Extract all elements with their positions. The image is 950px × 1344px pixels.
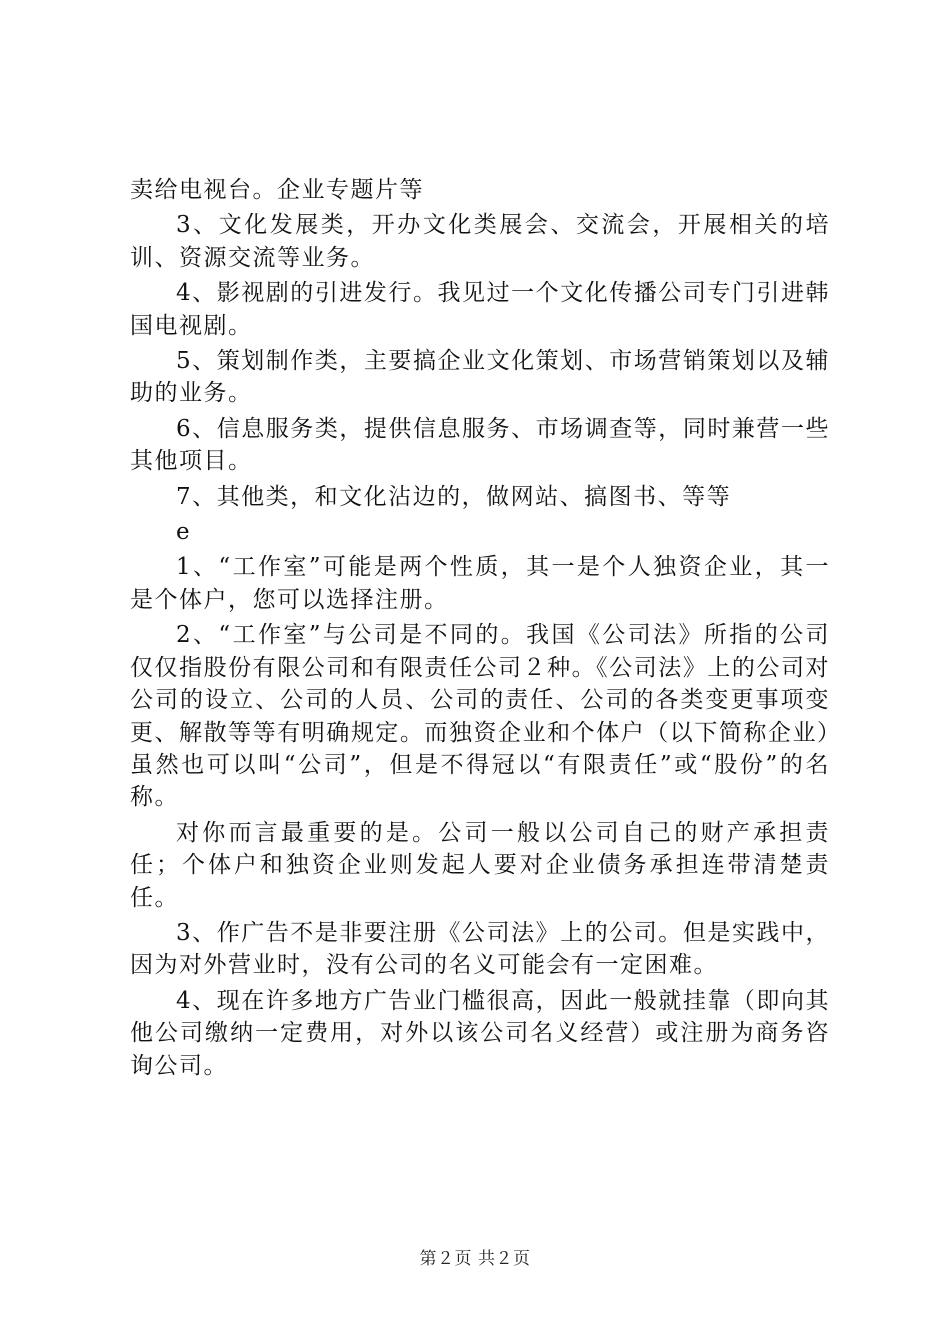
paragraph-item-7: 7、其他类，和文化沾边的，做网站、搞图书、等等 (176, 483, 732, 510)
paragraph-point-2: 2、“工作室”与公司是不同的。我国《公司法》所指的公司仅仅指股份有限公司和有限责任公司２种。《公司法》上的公司对公司的设立、公司的人员、公司的责任、公司的各类变更事项变更、解散等等有明确规定。而独资企业和个体户（以下简称企业）虽然也可以叫“公司”，但是不得冠以“有限责任”或“股份”的名称。 (130, 622, 830, 811)
paragraph-item-6: 6、信息服务类，提供信息服务、市场调查等，同时兼营一些其他项目。 (130, 415, 830, 475)
paragraph-stray-letter: e (176, 519, 192, 546)
paragraph-continuation: 卖给电视台。企业专题片等 (130, 177, 424, 203)
paragraph-point-1: 1、“工作室”可能是两个性质，其一是个人独资企业，其一是个体户，您可以选择注册。 (130, 554, 830, 613)
page-number-footer: 第２页 共２页 (419, 1249, 531, 1269)
paragraph-point-3: 3、作广告不是非要注册《公司法》上的公司。但是实践中，因为对外营业时，没有公司的名义可能会有一定困难。 (130, 919, 830, 979)
paragraph-item-4: 4、影视剧的引进发行。我见过一个文化传播公司专门引进韩国电视剧。 (130, 280, 830, 339)
paragraph-key-note: 对你而言最重要的是。公司一般以公司自己的财产承担责任；个体户和独资企业则发起人要对企业债务承担连带清楚责任。 (130, 819, 830, 911)
paragraph-point-4: 4、现在许多地方广告业门槛很高，因此一般就挂靠（即向其他公司缴纳一定费用，对外以该公司名义经营）或注册为商务咨询公司。 (130, 987, 830, 1079)
paragraph-item-3: 3、文化发展类，开办文化类展会、交流会，开展相关的培训、资源交流等业务。 (130, 212, 830, 271)
document-body (130, 174, 830, 1082)
paragraph-item-5: 5、策划制作类，主要搞企业文化策划、市场营销策划以及辅助的业务。 (130, 348, 830, 407)
